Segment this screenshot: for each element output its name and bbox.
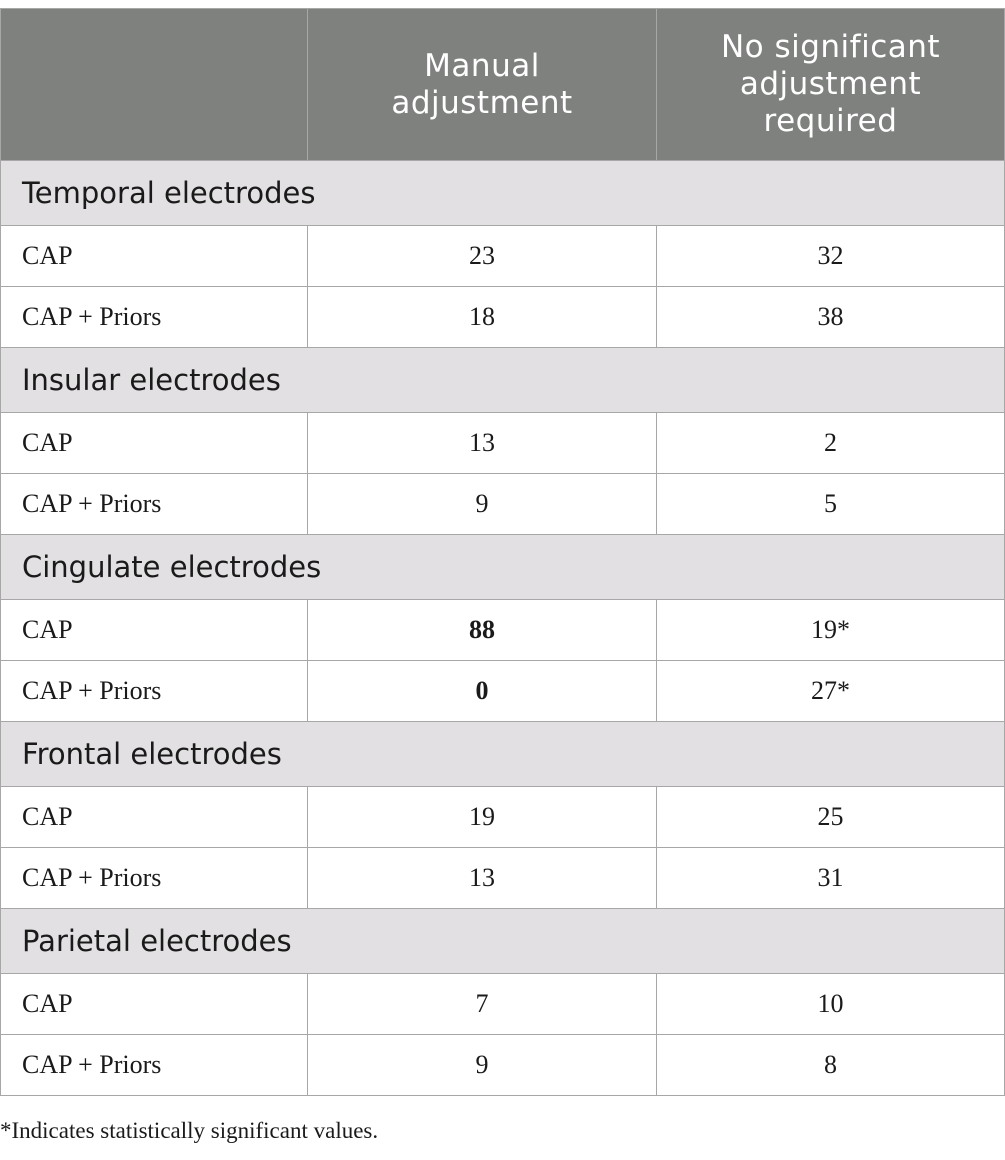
section-title: Temporal electrodes <box>1 161 1005 226</box>
section-row <box>1 161 1005 226</box>
section-title: Parietal electrodes <box>1 909 1005 974</box>
table-row <box>1 413 1005 474</box>
row-label: CAP + Priors <box>1 661 308 722</box>
section-row <box>1 348 1005 413</box>
manual-value: 23 <box>308 226 657 287</box>
manual-value: 7 <box>308 974 657 1035</box>
section-row <box>1 909 1005 974</box>
row-label: CAP + Priors <box>1 848 308 909</box>
no-adjust-value: 10 <box>657 974 1005 1035</box>
section-row <box>1 535 1005 600</box>
table-row <box>1 848 1005 909</box>
manual-value: 19 <box>308 787 657 848</box>
table-row <box>1 226 1005 287</box>
row-label: CAP <box>1 787 308 848</box>
row-label: CAP <box>1 413 308 474</box>
section-title: Cingulate electrodes <box>1 535 1005 600</box>
row-label: CAP + Priors <box>1 474 308 535</box>
row-label: CAP <box>1 226 308 287</box>
no-adjust-value: 27* <box>657 661 1005 722</box>
header-no-significant-adjustment: No significant adjustment required <box>657 9 1005 161</box>
header-corner-cell <box>1 9 308 161</box>
row-label: CAP <box>1 600 308 661</box>
manual-value: 13 <box>308 848 657 909</box>
manual-value: 13 <box>308 413 657 474</box>
manual-value: 9 <box>308 1035 657 1096</box>
no-adjust-value: 8 <box>657 1035 1005 1096</box>
section-title: Frontal electrodes <box>1 722 1005 787</box>
table-row <box>1 661 1005 722</box>
results-table-container <box>0 8 1004 1096</box>
table-row <box>1 787 1005 848</box>
manual-value: 0 <box>308 661 657 722</box>
table-header <box>1 9 1005 161</box>
results-table <box>0 8 1005 1096</box>
no-adjust-value: 31 <box>657 848 1005 909</box>
table-row <box>1 1035 1005 1096</box>
no-adjust-value: 19* <box>657 600 1005 661</box>
row-label: CAP <box>1 974 308 1035</box>
no-adjust-value: 38 <box>657 287 1005 348</box>
table-footnote: *Indicates statistically significant values. <box>0 1118 379 1143</box>
header-manual-adjustment: Manual adjustment <box>308 9 657 161</box>
manual-value: 9 <box>308 474 657 535</box>
header-row <box>1 9 1005 161</box>
manual-value: 88 <box>308 600 657 661</box>
section-title: Insular electrodes <box>1 348 1005 413</box>
no-adjust-value: 25 <box>657 787 1005 848</box>
no-adjust-value: 2 <box>657 413 1005 474</box>
table-row <box>1 974 1005 1035</box>
manual-value: 18 <box>308 287 657 348</box>
section-row <box>1 722 1005 787</box>
table-body <box>1 161 1005 1096</box>
table-row <box>1 287 1005 348</box>
no-adjust-value: 32 <box>657 226 1005 287</box>
table-row <box>1 600 1005 661</box>
no-adjust-value: 5 <box>657 474 1005 535</box>
row-label: CAP + Priors <box>1 287 308 348</box>
table-row <box>1 474 1005 535</box>
row-label: CAP + Priors <box>1 1035 308 1096</box>
